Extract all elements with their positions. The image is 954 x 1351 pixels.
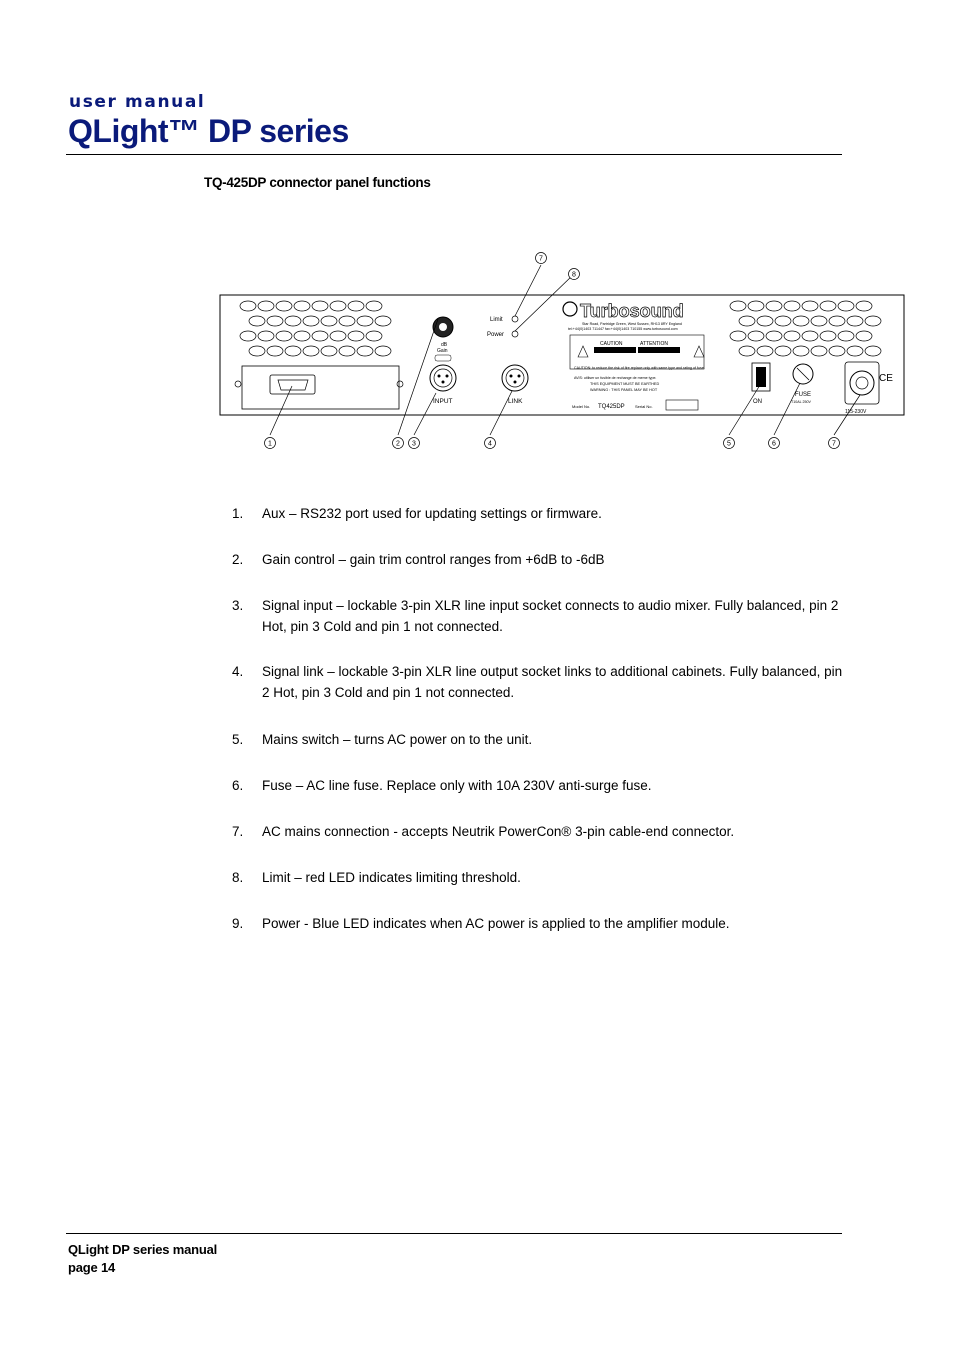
connector-panel-diagram [210,245,910,460]
list-item-text: AC mains connection - accepts Neutrik PowerCon® 3-pin cable-end connector. [262,824,735,839]
vent-slot [775,346,791,356]
vent-slot [856,301,872,311]
vent-slot [865,316,881,326]
list-item [232,821,852,842]
vent-slot [267,316,283,326]
callout-leaders [270,265,860,435]
attention-label: ATTENTION [640,341,668,347]
vent-slot [330,331,346,341]
vent-slot [294,301,310,311]
list-item-number: 7. [232,824,244,839]
list-item-number: 1. [232,506,244,521]
avis-text: AVIS: utiliser un fusible de rechange de meme type. [574,376,657,380]
caution-label: CAUTION [600,341,623,347]
vent-slot [339,316,355,326]
vent-slot [357,346,373,356]
vent-slot [348,301,364,311]
vent-slot [276,301,292,311]
vent-slot [847,346,863,356]
vent-slot [730,301,746,311]
list-item-text: Gain control – gain trim control ranges from +6dB to -6dB [262,552,605,567]
list-item-number: 9. [232,916,244,931]
footer [68,1241,217,1277]
vent-slot [303,316,319,326]
vent-slot [258,301,274,311]
callout-markers [265,253,840,449]
brand-logo-mark [563,302,577,316]
list-item-number: 5. [232,732,244,747]
fuse-label: FUSE [795,392,812,398]
gain-text: Gain [437,348,448,354]
vent-slot [775,316,791,326]
list-item-text: Signal input – lockable 3-pin XLR line input socket connects to audio mixer. Fully balanced, pin 2 Hot, pin 3 Cold and pin 1 not connected. [262,598,839,634]
list-item [232,867,852,888]
vent-slot [820,331,836,341]
warning-triangle-right [694,346,704,357]
caution-bar [594,347,636,353]
vent-slot [285,346,301,356]
manual-label: user manual [69,92,206,112]
fuse-badge [435,355,451,361]
vent-slot [312,331,328,341]
vent-slot [303,346,319,356]
vent-slot [249,346,265,356]
vent-slot [829,346,845,356]
footer-rule [66,1233,842,1234]
vent-slot [820,301,836,311]
link-xlr-inner [506,369,524,387]
callout-number: 1 [268,440,272,448]
limit-led [512,316,518,322]
callout-number: 6 [772,440,776,448]
list-item [232,661,852,703]
serial-label: Serial No. [635,404,653,409]
vent-slot [811,316,827,326]
input-xlr-inner [434,369,452,387]
caution-box [570,335,704,369]
list-item-text: Fuse – AC line fuse. Replace only with 10A 230V anti-surge fuse. [262,778,652,793]
vent-slot [321,316,337,326]
powercon-socket [850,371,874,395]
callout-number: 5 [727,440,731,448]
vent-slot [339,346,355,356]
vent-slot [249,316,265,326]
list-item-number: 2. [232,552,244,567]
vent-slot [321,346,337,356]
list-item-text: Mains switch – turns AC power on to the unit. [262,732,533,747]
vent-slot [829,316,845,326]
callout-number: 3 [412,440,416,448]
brand-logo: Turbosound [580,301,684,321]
callout-number: 7 [832,440,836,448]
callout-number: 7 [539,255,543,263]
list-item [232,775,852,796]
vent-slot [267,346,283,356]
callout-number: 4 [488,440,492,448]
list-item-number: 3. [232,598,244,613]
vent-slot [802,301,818,311]
vent-slot [802,331,818,341]
model-label: Model No. [572,404,591,409]
ce-mark: CE [879,373,893,384]
list-item-text: Signal link – lockable 3-pin XLR line output socket links to additional cabinets. Fully balanced, pin 2 Hot, pin 3 Cold and pin 1 not connected. [262,664,843,700]
vent-grille-right [730,301,881,356]
list-item-text: Aux – RS232 port used for updating settings or firmware. [262,506,602,521]
vent-slot [766,331,782,341]
vent-slot [748,301,764,311]
vent-slot [366,331,382,341]
list-item-number: 4. [232,664,244,679]
footer-page-number: page 14 [68,1260,116,1275]
vent-slot [375,316,391,326]
on-label: ON [753,399,762,405]
input-label: INPUT [433,398,453,405]
page-title: QLight™ DP series [68,113,349,149]
serial-box [666,400,698,410]
vent-slot [312,301,328,311]
callout-number: 2 [396,440,400,448]
vent-slot [330,301,346,311]
gain-knob-center [439,323,447,331]
vent-slot [838,331,854,341]
vent-slot [757,346,773,356]
header-rule [66,154,842,155]
vent-slot [811,346,827,356]
vent-slot [748,331,764,341]
vent-slot [258,331,274,341]
voltage-label: 115-230V [845,409,867,415]
list-item [232,549,852,570]
list-item [232,913,852,934]
vent-slot [838,301,854,311]
vent-slot [757,316,773,326]
mains-switch-rocker [756,367,766,387]
vent-slot [793,346,809,356]
attention-bar [638,347,680,353]
caution-text: CAUTION: to reduce the risk of fire replace only with same type and rating of fuse. [574,366,705,370]
vent-slot [784,331,800,341]
list-item [232,729,852,750]
vent-slot [294,331,310,341]
list-item-number: 6. [232,778,244,793]
power-label: Power [487,332,505,338]
list-item [232,595,852,637]
address-line-1: Star Road, Partridge Green, West Sussex, RH13 8RY England [582,322,682,326]
vent-grille-left [240,301,391,356]
vent-slot [276,331,292,341]
power-led [512,331,518,337]
section-title: TQ-425DP connector panel functions [204,175,431,190]
hot-text: WARNING : THIS PANEL MAY BE HOT [590,388,658,392]
model-value: TQ425DP [598,404,625,410]
connector-panel-figure [210,245,910,460]
list-item [232,503,852,524]
db9-shell [278,380,308,390]
list-item-text: Power - Blue LED indicates when AC power is applied to the amplifier module. [262,916,730,931]
vent-slot [847,316,863,326]
vent-slot [766,301,782,311]
address-line-2: tel:+44(0)1403 711447 fax:+44(0)1403 710155 www.turbosound.com [568,327,678,331]
aux-plate [242,366,399,409]
vent-slot [366,301,382,311]
limit-label: Limit [490,317,503,323]
callout-number: 8 [572,271,576,279]
fuse-rating: T10AL 250V [791,400,811,404]
warning-triangle-left [578,346,588,357]
vent-slot [240,301,256,311]
vent-slot [348,331,364,341]
plate-screw-left [235,381,241,387]
vent-slot [240,331,256,341]
footer-manual-name: QLight DP series manual [68,1242,218,1257]
vent-slot [793,316,809,326]
earthed-text: THIS EQUIPMENT MUST BE EARTHED [590,382,660,386]
vent-slot [730,331,746,341]
rs232-port [270,375,315,394]
vent-slot [856,331,872,341]
list-item-number: 8. [232,870,244,885]
vent-slot [739,316,755,326]
vent-slot [285,316,301,326]
vent-slot [865,346,881,356]
vent-slot [357,316,373,326]
gain-db-text: dB [441,342,448,348]
list-item-text: Limit – red LED indicates limiting threshold. [262,870,521,885]
vent-slot [375,346,391,356]
vent-slot [739,346,755,356]
vent-slot [784,301,800,311]
plate-screw-right [397,381,403,387]
link-label: LINK [508,398,523,405]
